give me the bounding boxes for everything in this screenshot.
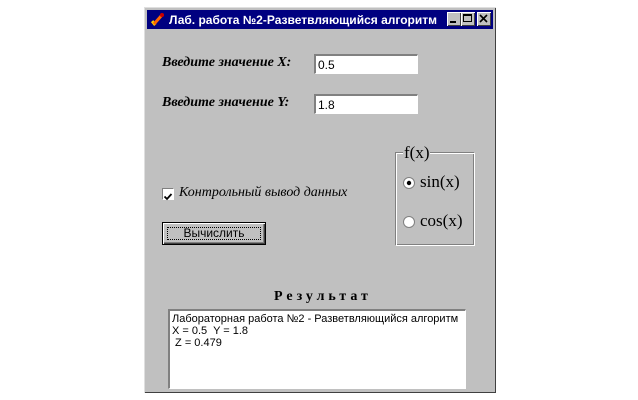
compute-button-label: Вычислить [183, 226, 245, 240]
sin-radio-label[interactable]: sin(x) [420, 172, 460, 191]
function-group-caption: f(x) [404, 143, 430, 162]
sin-radio[interactable] [403, 177, 415, 189]
x-label: Введите значение X: [162, 55, 292, 70]
y-label: Введите значение Y: [162, 95, 290, 110]
y-input-field[interactable] [318, 99, 415, 112]
function-groupbox [395, 152, 475, 246]
x-input[interactable] [314, 54, 418, 74]
result-line: X = 0.5 Y = 1.8 [172, 325, 249, 337]
close-button[interactable] [477, 12, 491, 26]
debug-output-label[interactable]: Контрольный вывод данных [179, 185, 348, 200]
close-icon [477, 12, 491, 26]
maximize-button[interactable] [461, 12, 475, 26]
compute-button[interactable] [162, 222, 266, 245]
cos-radio[interactable] [403, 216, 415, 228]
maximize-icon [461, 12, 475, 26]
debug-output-checkbox[interactable] [162, 188, 174, 200]
cos-radio-label[interactable]: cos(x) [420, 211, 463, 230]
checkmark-icon [163, 192, 173, 202]
main-window [144, 7, 496, 393]
minimize-icon [447, 12, 461, 26]
x-input-field[interactable] [318, 59, 415, 72]
minimize-button[interactable] [447, 12, 461, 26]
window-title: Лаб. работа №2-Разветвляющийся алгоритм [169, 13, 438, 27]
y-input[interactable] [314, 94, 418, 114]
result-memo[interactable] [168, 309, 466, 389]
title-bar[interactable] [147, 10, 493, 29]
result-line: Лабораторная работа №2 - Разветвляющийся алгоритм [172, 313, 459, 325]
result-title: Результат [274, 289, 372, 304]
result-line: Z = 0.479 [172, 337, 222, 349]
app-icon[interactable] [150, 12, 166, 28]
